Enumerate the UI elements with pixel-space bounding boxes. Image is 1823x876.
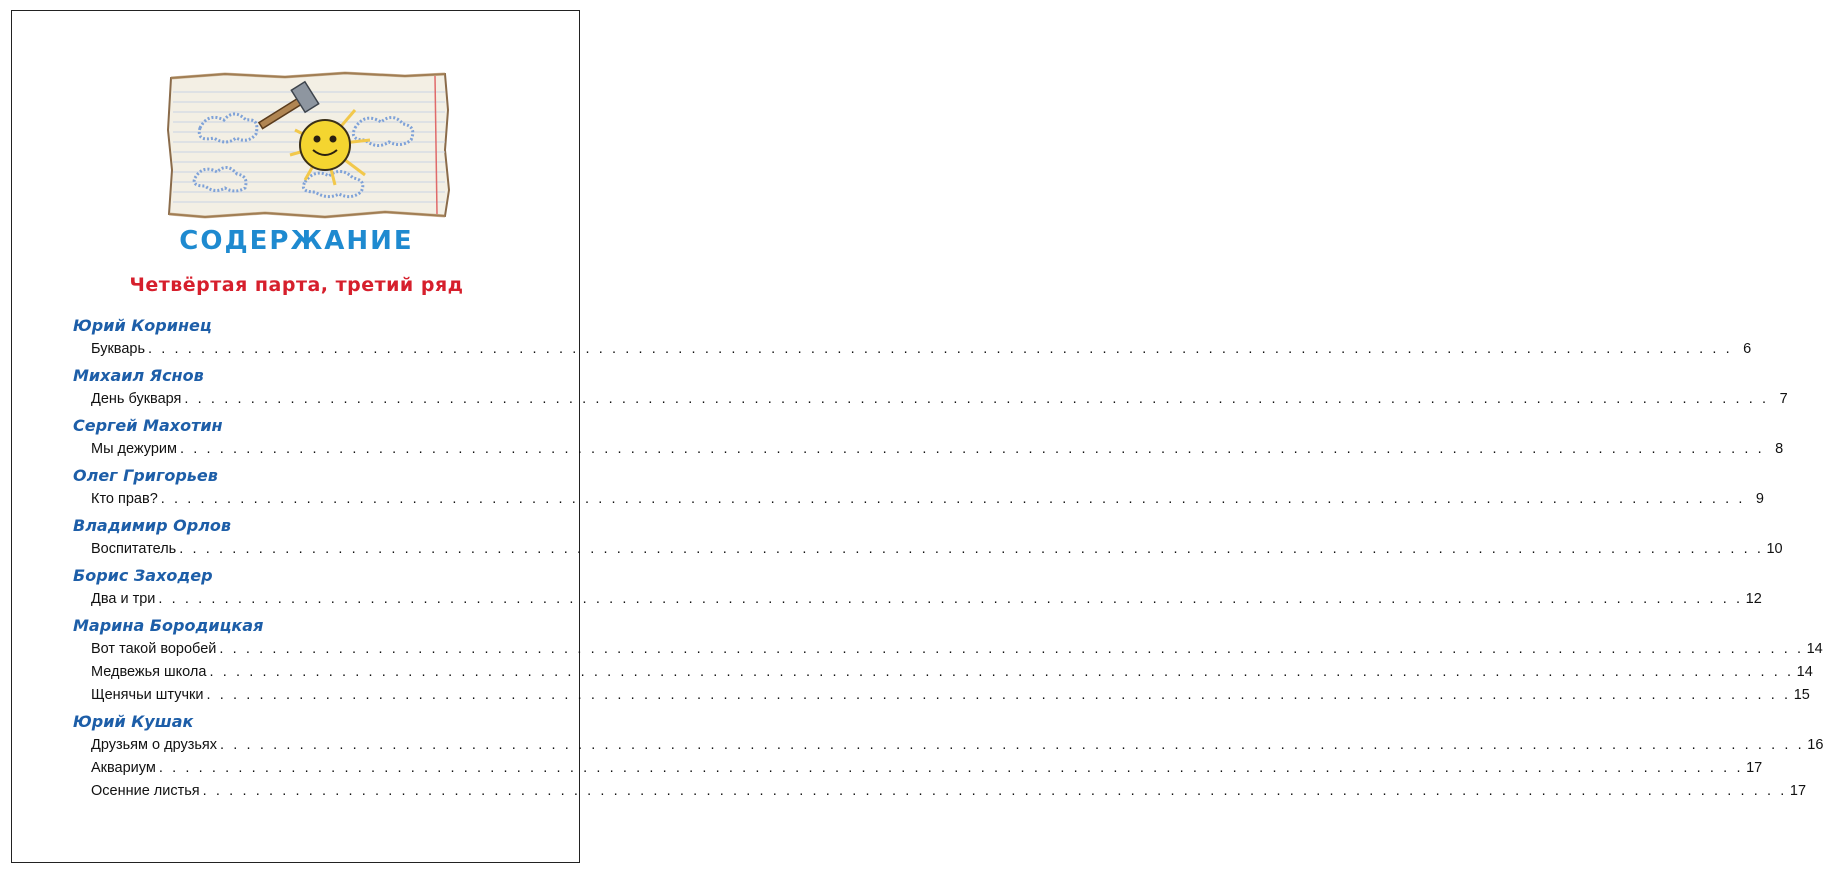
toc-author-group (73, 464, 1764, 511)
dot-leader: . . . . . . . . . . . . . . . . . . . . . . . . . . . . . . . . . . . . . . . . . . . . . . . . . . . . . . . . . . . . . . . . . . . . . . . . . . . . . . . . . . . . . . . . . . . . . . . . . . . . . . . . . . . . . . . . . . . . . . . . (158, 591, 1743, 607)
dot-leader: . . . . . . . . . . . . . . . . . . . . . . . . . . . . . . . . . . . . . . . . . . . . . . . . . . . . . . . . . . . . . . . . . . . . . . . . . . . . . . . . . . . . . . . . . . . . . . . . . . . . . . . . . . . . . . . . . . . . . . . . (179, 441, 1765, 457)
toc-entry[interactable] (73, 734, 1823, 757)
dot-leader: . . . . . . . . . . . . . . . . . . . . . . . . . . . . . . . . . . . . . . . . . . . . . . . . . . . . . . . . . . . . . . . . . . . . . . . . . . . . . . . . . . . . . . . . . . . . . . . . . . . . . . . . . . . . . . . . . . . . . . . . (179, 541, 1764, 557)
toc-entry[interactable] (73, 438, 1784, 461)
page-number: 7 (1779, 391, 1788, 407)
author-name: Борис Заходер (73, 566, 213, 585)
table-of-contents (73, 314, 1823, 806)
entry-title: Медвежья школа (91, 664, 207, 680)
entry-title: Осенние листья (91, 783, 200, 799)
entry-title: День букваря (91, 391, 182, 407)
page-number: 9 (1755, 491, 1764, 507)
dot-leader: . . . . . . . . . . . . . . . . . . . . . . . . . . . . . . . . . . . . . . . . . . . . . . . . . . . . . . . . . . . . . . . . . . . . . . . . . . . . . . . . . . . . . . . . . . . . . . . . . . . . . . . . . . . . . . . . . . . . . . . . (184, 391, 1769, 407)
author-name: Юрий Кушак (73, 712, 194, 731)
toc-entry[interactable] (73, 684, 1810, 707)
dot-leader: . . . . . . . . . . . . . . . . . . . . . . . . . . . . . . . . . . . . . . . . . . . . . . . . . . . . . . . . . . . . . . . . . . . . . . . . . . . . . . . . . . . . . . . . . . . . . . . . . . . . . . . . . . . . . . . . . . . . . . . . (158, 760, 1744, 776)
toc-author-group (73, 710, 1823, 803)
toc-author-group (73, 414, 1784, 461)
section-title: Четвёртая парта, третий ряд (129, 274, 464, 296)
page-number: 12 (1745, 591, 1762, 607)
notebook-illustration (165, 70, 450, 220)
page-number: 17 (1746, 760, 1763, 776)
author-name: Олег Григорьев (73, 466, 218, 485)
dot-leader: . . . . . . . . . . . . . . . . . . . . . . . . . . . . . . . . . . . . . . . . . . . . . . . . . . . . . . . . . . . . . . . . . . . . . . . . . . . . . . . . . . . . . . . . . . . . . . . . . . . . . . . . . . . . . . . . . . . . . . . . (219, 641, 1804, 657)
toc-author-group (73, 514, 1783, 561)
dot-leader: . . . . . . . . . . . . . . . . . . . . . . . . . . . . . . . . . . . . . . . . . . . . . . . . . . . . . . . . . . . . . . . . . . . . . . . . . . . . . . . . . . . . . . . . . . . . . . . . . . . . . . . . . . . . . . . . . . . . . . . . (160, 491, 1745, 507)
page-number: 6 (1743, 341, 1752, 357)
entry-title: Воспитатель (91, 541, 177, 557)
entry-title: Мы дежурим (91, 441, 177, 457)
toc-entry[interactable] (73, 588, 1762, 611)
toc-entry[interactable] (73, 780, 1807, 803)
entry-title: Друзьям о друзьях (91, 737, 218, 753)
entry-title: Кто прав? (91, 491, 158, 507)
dot-leader: . . . . . . . . . . . . . . . . . . . . . . . . . . . . . . . . . . . . . . . . . . . . . . . . . . . . . . . . . . . . . . . . . . . . . . . . . . . . . . . . . . . . . . . . . . . . . . . . . . . . . . . . . . . . . . . . . . . . . . . . (209, 664, 1794, 680)
toc-author-group (73, 614, 1823, 707)
author-name: Сергей Махотин (73, 416, 223, 435)
toc-author-group (73, 314, 1752, 361)
page-number: 15 (1793, 687, 1810, 703)
toc-entry[interactable] (73, 757, 1763, 780)
entry-title: Вот такой воробей (91, 641, 217, 657)
page-number: 10 (1766, 541, 1783, 557)
toc-entry[interactable] (73, 638, 1823, 661)
page-number: 8 (1775, 441, 1784, 457)
entry-title: Щенячьи штучки (91, 687, 204, 703)
author-name: Владимир Орлов (73, 516, 232, 535)
dot-leader: . . . . . . . . . . . . . . . . . . . . . . . . . . . . . . . . . . . . . . . . . . . . . . . . . . . . . . . . . . . . . . . . . . . . . . . . . . . . . . . . . . . . . . . . . . . . . . . . . . . . . . . . . . . . . . . . . . . . . . . . (148, 341, 1733, 357)
entry-title: Аквариум (91, 760, 156, 776)
toc-entry[interactable] (73, 661, 1813, 684)
author-name: Марина Бородицкая (73, 616, 264, 635)
toc-entry[interactable] (73, 338, 1752, 361)
entry-title: Букварь (91, 341, 146, 357)
page-number: 17 (1789, 783, 1807, 799)
dot-leader: . . . . . . . . . . . . . . . . . . . . . . . . . . . . . . . . . . . . . . . . . . . . . . . . . . . . . . . . . . . . . . . . . . . . . . . . . . . . . . . . . . . . . . . . . . . . . . . . . . . . . . . . . . . . . . . . . . . . . . . . (202, 783, 1787, 799)
toc-entry[interactable] (73, 488, 1764, 511)
author-name: Михаил Яснов (73, 366, 204, 385)
toc-entry[interactable] (73, 388, 1788, 411)
sun-hammer-icon (165, 70, 450, 220)
dot-leader: . . . . . . . . . . . . . . . . . . . . . . . . . . . . . . . . . . . . . . . . . . . . . . . . . . . . . . . . . . . . . . . . . . . . . . . . . . . . . . . . . . . . . . . . . . . . . . . . . . . . . . . . . . . . . . . . . . . . . . . . (206, 687, 1791, 703)
entry-title: Два и три (91, 591, 156, 607)
toc-author-group (73, 564, 1762, 611)
page-number: 14 (1806, 641, 1823, 657)
toc-entry[interactable] (73, 538, 1783, 561)
page-number: 16 (1807, 737, 1823, 753)
toc-title: СОДЕРЖАНИЕ (179, 226, 414, 256)
toc-author-group (73, 364, 1788, 411)
dot-leader: . . . . . . . . . . . . . . . . . . . . . . . . . . . . . . . . . . . . . . . . . . . . . . . . . . . . . . . . . . . . . . . . . . . . . . . . . . . . . . . . . . . . . . . . . . . . . . . . . . . . . . . . . . . . . . . . . . . . . . . . (220, 737, 1805, 753)
author-name: Юрий Коринец (73, 316, 212, 335)
page-number: 14 (1796, 664, 1813, 680)
